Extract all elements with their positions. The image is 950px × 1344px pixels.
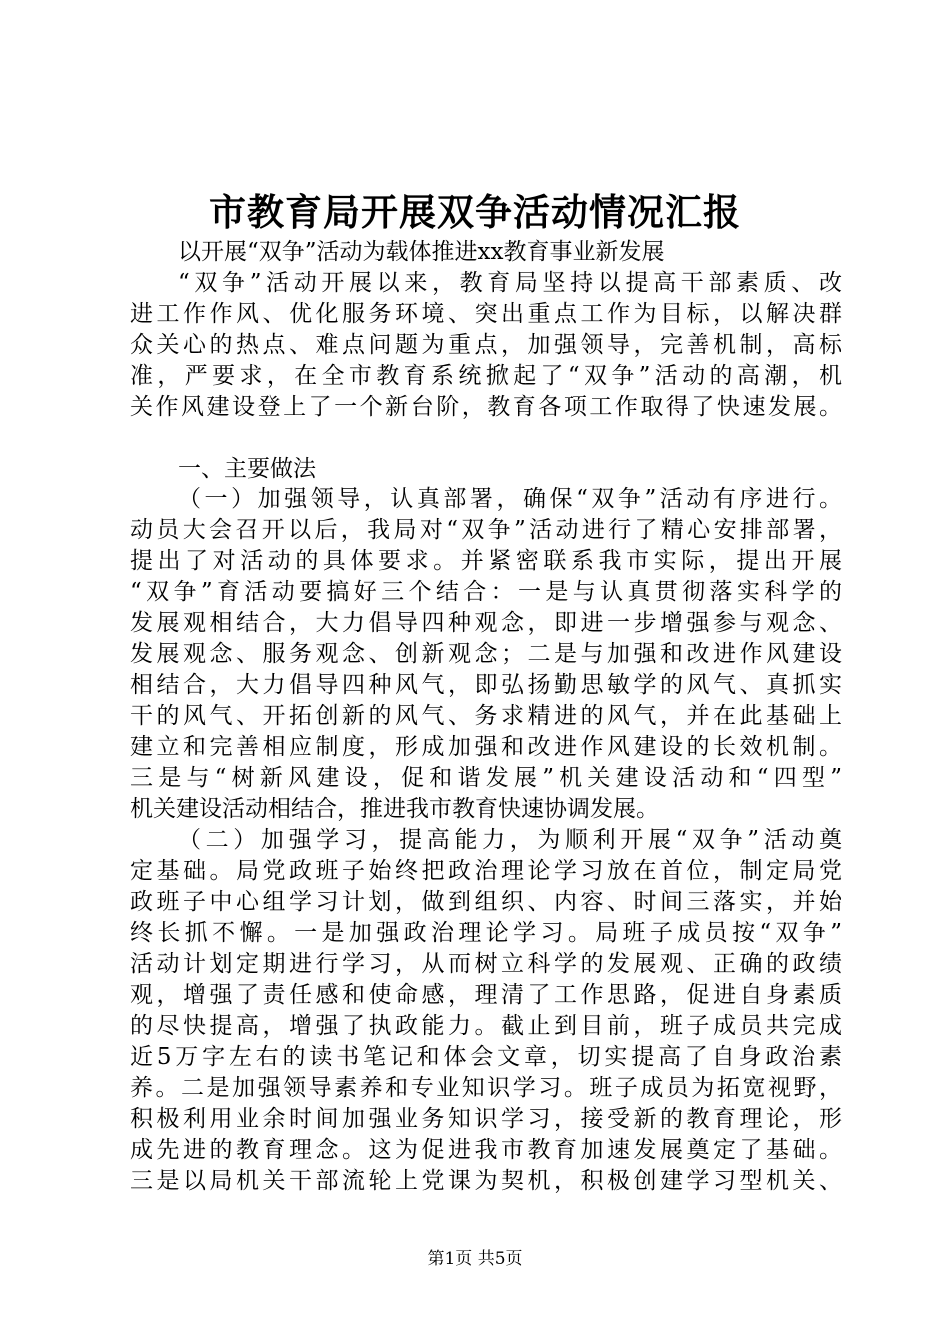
body-line: （二）加强学习，提高能力，为顺利开展“双争”活动奠	[178, 827, 842, 853]
body-line: “双争”育活动要搞好三个结合：一是与认真贯彻落实科学的	[130, 579, 842, 605]
body-line: 活动计划定期进行学习，从而树立科学的发展观、正确的政绩	[130, 951, 842, 977]
section-heading: 一、主要做法	[178, 456, 316, 482]
body-line: 干的风气、开拓创新的风气、务求精进的风气，并在此基础上	[130, 703, 842, 729]
body-line: 积极利用业余时间加强业务知识学习，接受新的教育理论，形	[130, 1106, 842, 1132]
document-subtitle: 以开展“双争”活动为载体推进xx教育事业新发展	[178, 239, 665, 265]
body-line: （一）加强领导，认真部署，确保“双争”活动有序进行。	[178, 486, 842, 512]
body-line: 相结合，大力倡导四种风气，即弘扬勤思敏学的风气、真抓实	[130, 672, 842, 698]
body-line: 三是以局机关干部流轮上党课为契机，积极创建学习型机关、	[130, 1168, 842, 1194]
body-line: 众关心的热点、难点问题为重点，加强领导，完善机制，高标	[130, 332, 842, 358]
body-line: 建立和完善相应制度，形成加强和改进作风建设的长效机制。	[130, 734, 842, 760]
document-title: 市教育局开展双争活动情况汇报	[209, 190, 741, 234]
body-line: 机关建设活动相结合，推进我市教育快速协调发展。	[130, 796, 659, 822]
body-line: 终长抓不懈。一是加强政治理论学习。局班子成员按“双争”	[130, 920, 842, 946]
body-line: “双争”活动开展以来，教育局坚持以提高干部素质、改	[178, 270, 842, 296]
body-line: 准，严要求，在全市教育系统掀起了“双争”活动的高潮，机	[130, 363, 842, 389]
page-footer: 第1页 共5页	[427, 1249, 523, 1269]
body-line: 的尽快提高，增强了执政能力。截止到目前，班子成员共完成	[130, 1013, 842, 1039]
body-line: 养。二是加强领导素养和专业知识学习。班子成员为拓宽视野，	[130, 1075, 842, 1101]
body-line: 近5万字左右的读书笔记和体会文章，切实提高了自身政治素	[130, 1044, 842, 1070]
body-line: 动员大会召开以后，我局对“双争”活动进行了精心安排部署，	[130, 517, 842, 543]
body-line: 观，增强了责任感和使命感，理清了工作思路，促进自身素质	[130, 982, 842, 1008]
body-line: 定基础。局党政班子始终把政治理论学习放在首位，制定局党	[130, 858, 842, 884]
body-line: 进工作作风、优化服务环境、突出重点工作为目标，以解决群	[130, 301, 842, 327]
body-line: 关作风建设登上了一个新台阶，教育各项工作取得了快速发展。	[130, 394, 842, 420]
body-line: 政班子中心组学习计划，做到组织、内容、时间三落实，并始	[130, 889, 842, 915]
body-line: 提出了对活动的具体要求。并紧密联系我市实际，提出开展	[130, 548, 842, 574]
body-line: 成先进的教育理念。这为促进我市教育加速发展奠定了基础。	[130, 1137, 842, 1163]
body-line: 发展观念、服务观念、创新观念；二是与加强和改进作风建设	[130, 641, 842, 667]
body-line: 三是与“树新风建设，促和谐发展”机关建设活动和“四型”	[130, 765, 842, 791]
body-line: 发展观相结合，大力倡导四种观念，即进一步增强参与观念、	[130, 610, 842, 636]
